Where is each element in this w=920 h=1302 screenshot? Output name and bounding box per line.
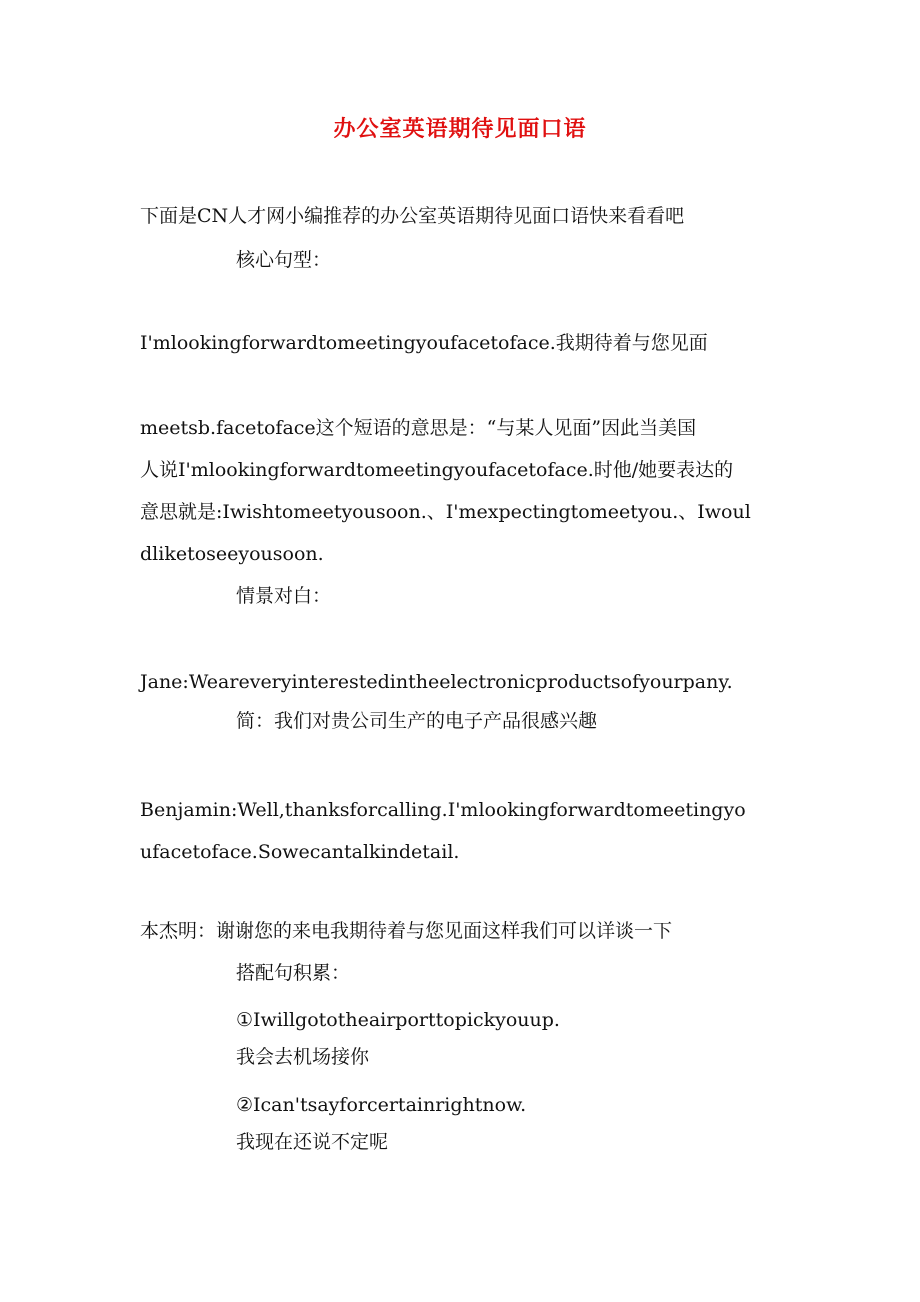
jane-line: Jane:Weareveryinterestedintheelectronicproductsofyourpany. [140, 671, 733, 693]
core-sentence: I'mlookingforwardtomeetingyoufacetoface.我期待着与您见面 [140, 332, 708, 354]
example-english: ②Ican'tsayforcertainrightnow. [236, 1094, 527, 1116]
collocation-heading: 搭配句积累： [236, 962, 351, 984]
core-heading: 核心句型： [236, 249, 332, 271]
dialogue-heading: 情景对白： [236, 585, 332, 607]
jane-translation: 简：我们对贵公司生产的电子产品很感兴趣 [236, 710, 598, 732]
explanation-line: meetsb.facetoface这个短语的意思是：“与某人见面”因此当美国 [140, 417, 697, 439]
benjamin-translation: 本杰明：谢谢您的来电我期待着与您见面这样我们可以详谈一下 [140, 920, 673, 942]
explanation-line: dliketoseeyousoon. [140, 543, 324, 565]
benjamin-line: ufacetoface.Sowecantalkindetail. [140, 841, 460, 863]
benjamin-line: Benjamin:Well,thanksforcalling.I'mlookingforwardtomeetingyo [140, 799, 746, 821]
example-chinese: 我现在还说不定呢 [236, 1131, 389, 1153]
explanation-line: 人说I'mlookingforwardtomeetingyoufacetoface.时他/她要表达的 [140, 459, 734, 481]
document-title: 办公室英语期待见面口语 [333, 116, 587, 142]
example-english: ①Iwillgototheairporttopickyouup. [236, 1009, 560, 1031]
explanation-line: 意思就是:Iwishtomeetyousoon.、I'mexpectingtomeetyou.、Iwoul [140, 501, 751, 523]
example-chinese: 我会去机场接你 [236, 1046, 370, 1068]
intro-paragraph: 下面是CN人才网小编推荐的办公室英语期待见面口语快来看看吧 [140, 205, 685, 227]
